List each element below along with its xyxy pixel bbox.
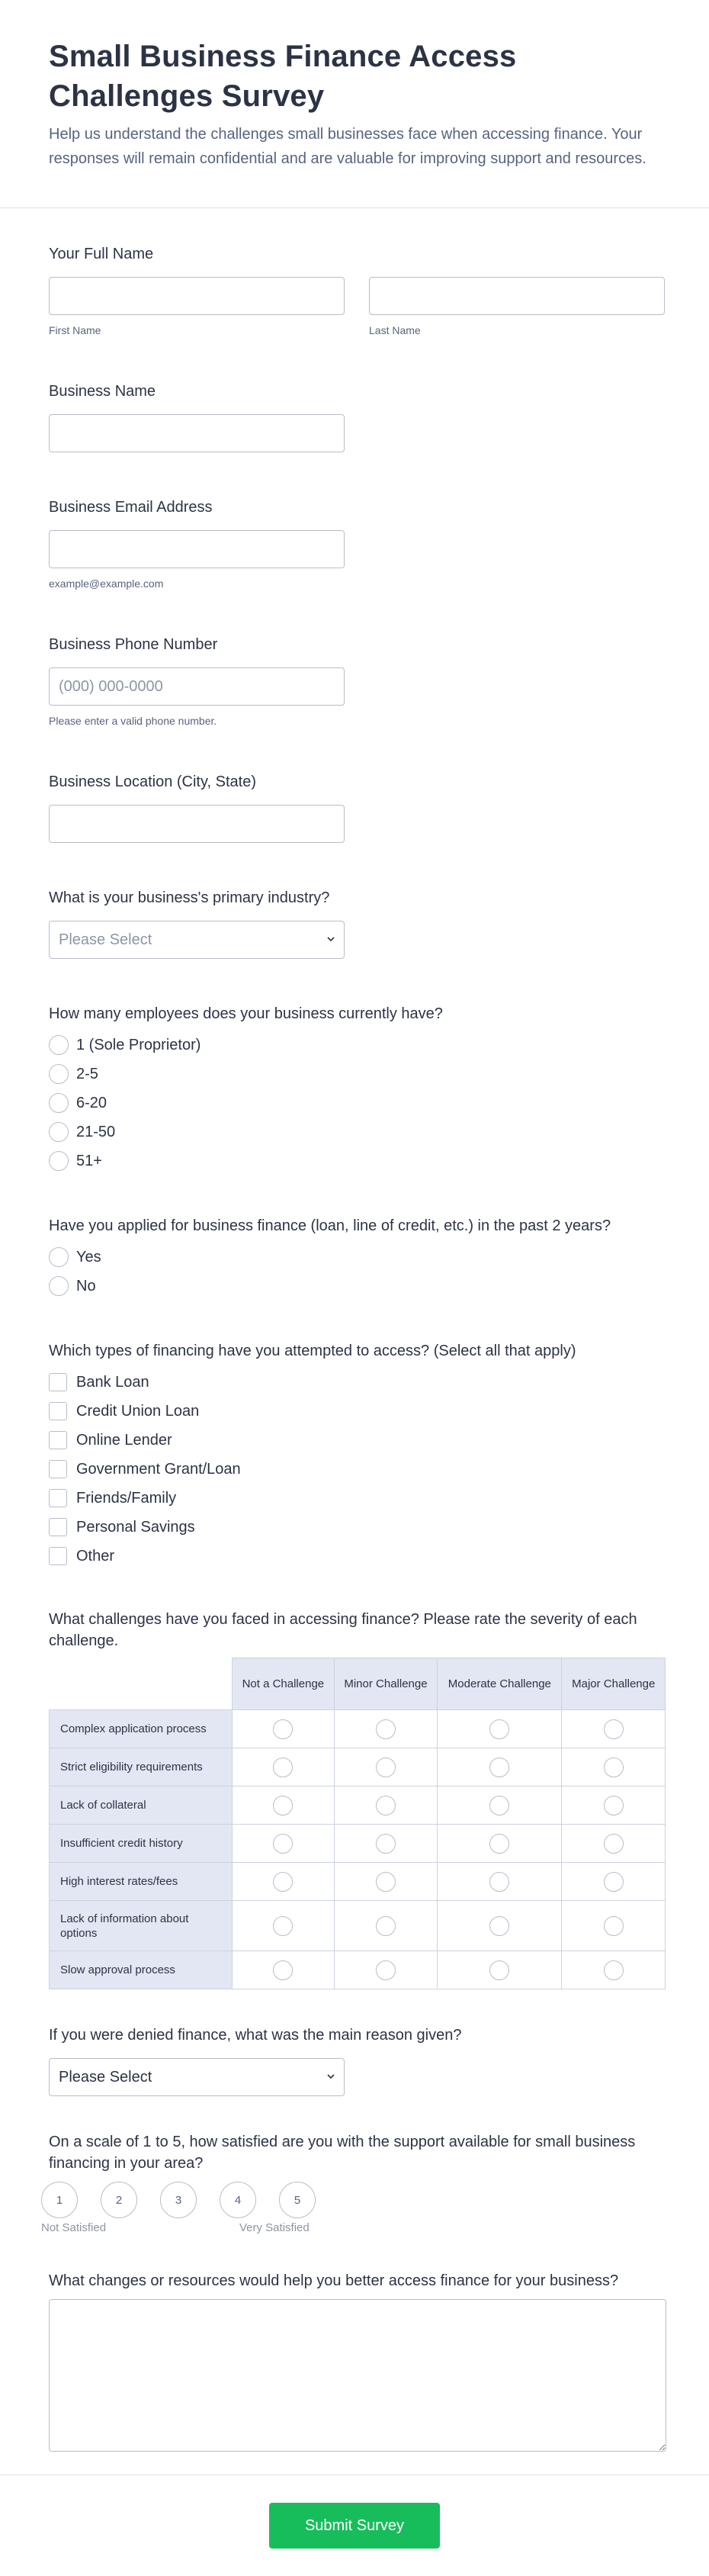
checkbox[interactable] [49, 1489, 67, 1507]
matrix-corner [50, 1658, 233, 1710]
business-email-label: Business Email Address [49, 499, 213, 516]
option-label: Yes [76, 1248, 101, 1265]
matrix-radio[interactable] [376, 1872, 396, 1892]
matrix-radio[interactable] [376, 1916, 396, 1936]
matrix-radio[interactable] [604, 1960, 624, 1980]
matrix-row [50, 1825, 666, 1863]
business-email-field [49, 497, 660, 590]
challenges-matrix [49, 1658, 666, 1989]
matrix-row-label: Complex application process [50, 1710, 233, 1748]
employees-option[interactable] [49, 1060, 660, 1089]
scale-high-label: Very Satisfied [239, 2221, 310, 2234]
matrix-row-label: Strict eligibility requirements [50, 1748, 233, 1786]
satisfaction-label: On a scale of 1 to 5, how satisfied are you with the support available for small business financing in your area? [49, 2134, 636, 2172]
radio-button[interactable] [49, 1064, 69, 1084]
option-label: Friends/Family [76, 1489, 177, 1507]
matrix-radio[interactable] [489, 1796, 509, 1815]
option-label: 1 (Sole Proprietor) [76, 1036, 201, 1053]
option-label: 6-20 [76, 1094, 107, 1111]
business-location-input[interactable] [49, 805, 345, 843]
financing-option[interactable] [49, 1455, 660, 1484]
option-label: Credit Union Loan [76, 1402, 200, 1420]
matrix-row [50, 1786, 666, 1825]
matrix-radio[interactable] [604, 1796, 624, 1815]
matrix-radio[interactable] [604, 1916, 624, 1936]
form-title: Small Business Finance Access Challenges Survey [49, 40, 517, 113]
financing-option[interactable] [49, 1484, 660, 1513]
denial-reason-field [49, 2024, 660, 2096]
full-name-label: Your Full Name [49, 246, 154, 262]
option-label: 2-5 [76, 1065, 98, 1082]
form-footer [0, 2475, 709, 2576]
last-name-sublabel: Last Name [369, 324, 421, 336]
matrix-column-header: Minor Challenge [334, 1658, 438, 1710]
matrix-row [50, 1710, 666, 1748]
option-label: 51+ [76, 1152, 102, 1169]
matrix-radio[interactable] [273, 1960, 293, 1980]
matrix-row-label: High interest rates/fees [50, 1863, 233, 1901]
business-phone-sublabel: Please enter a valid phone number. [49, 715, 217, 727]
applied-field [49, 1215, 660, 1301]
business-name-input[interactable] [49, 414, 345, 452]
checkbox[interactable] [49, 1402, 67, 1420]
industry-label: What is your business's primary industry? [49, 889, 330, 906]
industry-field [49, 887, 660, 959]
chevron-down-icon [326, 934, 336, 944]
matrix-radio[interactable] [604, 1872, 624, 1892]
option-label: Bank Loan [76, 1373, 149, 1391]
matrix-row [50, 1951, 666, 1989]
scale-option-2[interactable]: 2 [101, 2182, 137, 2218]
financing-types-label: Which types of financing have you attempted to access? (Select all that apply) [49, 1343, 576, 1359]
challenges-field [49, 1609, 660, 1989]
scale-option-3[interactable]: 3 [160, 2182, 197, 2218]
matrix-row-label: Insufficient credit history [50, 1825, 233, 1863]
scale-labels [41, 2221, 660, 2240]
changes-field [49, 2270, 660, 2452]
scale-option-1[interactable]: 1 [41, 2182, 78, 2218]
financing-types-field [49, 1340, 660, 1571]
matrix-radio[interactable] [376, 1834, 396, 1854]
matrix-radio[interactable] [604, 1758, 624, 1777]
scale-option-4[interactable]: 4 [220, 2182, 256, 2218]
financing-option[interactable] [49, 1426, 660, 1455]
matrix-row-label: Lack of collateral [50, 1786, 233, 1825]
radio-button[interactable] [49, 1247, 69, 1267]
first-name-input[interactable] [49, 277, 345, 315]
radio-button[interactable] [49, 1093, 69, 1113]
option-label: Personal Savings [76, 1518, 195, 1536]
matrix-radio[interactable] [604, 1834, 624, 1854]
matrix-row [50, 1748, 666, 1786]
matrix-radio[interactable] [273, 1758, 293, 1777]
changes-textarea[interactable] [49, 2299, 666, 2452]
applied-label: Have you applied for business finance (loan, line of credit, etc.) in the past 2 years? [49, 1217, 611, 1234]
matrix-radio[interactable] [273, 1872, 293, 1892]
matrix-row-label: Lack of information about options [50, 1901, 233, 1951]
applied-option[interactable] [49, 1272, 660, 1301]
last-name-input[interactable] [369, 277, 665, 315]
survey-form [0, 208, 709, 2452]
changes-label: What changes or resources would help you better access finance for your business? [49, 2272, 619, 2289]
matrix-radio[interactable] [376, 1758, 396, 1777]
option-label: Other [76, 1547, 115, 1565]
business-name-field [49, 381, 660, 452]
matrix-column-header: Not a Challenge [233, 1658, 335, 1710]
industry-select[interactable] [49, 921, 345, 959]
financing-option[interactable] [49, 1368, 660, 1397]
matrix-radio[interactable] [489, 1960, 509, 1980]
matrix-radio[interactable] [273, 1916, 293, 1936]
matrix-row [50, 1901, 666, 1951]
matrix-radio[interactable] [489, 1758, 509, 1777]
business-phone-label: Business Phone Number [49, 636, 218, 653]
radio-button[interactable] [49, 1276, 69, 1296]
satisfaction-scale [41, 2182, 660, 2218]
employees-label: How many employees does your business currently have? [49, 1005, 443, 1022]
radio-button[interactable] [49, 1122, 69, 1142]
business-email-sublabel: example@example.com [49, 577, 164, 590]
financing-option[interactable] [49, 1542, 660, 1571]
radio-button[interactable] [49, 1151, 69, 1171]
business-phone-field [49, 634, 660, 727]
industry-select-value: Please Select [59, 931, 152, 948]
business-phone-input[interactable] [49, 667, 345, 706]
matrix-radio[interactable] [376, 1796, 396, 1815]
option-label: No [76, 1277, 96, 1294]
applied-option[interactable] [49, 1243, 660, 1272]
financing-option[interactable] [49, 1397, 660, 1426]
matrix-radio[interactable] [273, 1834, 293, 1854]
business-location-field [49, 771, 660, 843]
matrix-column-header: Major Challenge [562, 1658, 666, 1710]
radio-button[interactable] [49, 1035, 69, 1055]
matrix-row-label: Slow approval process [50, 1951, 233, 1989]
challenges-label: What challenges have you faced in accessing finance? Please rate the severity of each challenge. [49, 1611, 637, 1649]
checkbox[interactable] [49, 1518, 67, 1536]
employees-option[interactable] [49, 1118, 660, 1146]
denial-reason-label: If you were denied finance, what was the main reason given? [49, 2027, 462, 2044]
checkbox[interactable] [49, 1431, 67, 1449]
checkbox[interactable] [49, 1373, 67, 1391]
matrix-radio[interactable] [376, 1719, 396, 1739]
scale-low-label: Not Satisfied [41, 2221, 107, 2234]
business-location-label: Business Location (City, State) [49, 773, 256, 790]
matrix-row [50, 1863, 666, 1901]
matrix-radio[interactable] [489, 1719, 509, 1739]
form-header [0, 0, 709, 208]
matrix-column-header: Moderate Challenge [438, 1658, 562, 1710]
matrix-radio[interactable] [489, 1834, 509, 1854]
business-name-label: Business Name [49, 383, 156, 400]
matrix-radio[interactable] [489, 1872, 509, 1892]
employees-option[interactable] [49, 1031, 660, 1060]
checkbox[interactable] [49, 1460, 67, 1478]
matrix-radio[interactable] [604, 1719, 624, 1739]
employees-option[interactable] [49, 1146, 660, 1175]
matrix-radio[interactable] [273, 1719, 293, 1739]
satisfaction-field [41, 2131, 660, 2240]
business-email-input[interactable] [49, 530, 345, 568]
denial-reason-select[interactable] [49, 2058, 345, 2096]
submit-button[interactable]: Submit Survey [269, 2503, 440, 2549]
matrix-radio[interactable] [273, 1796, 293, 1815]
full-name-field [49, 243, 660, 336]
employees-field [49, 1003, 660, 1175]
matrix-radio[interactable] [489, 1916, 509, 1936]
option-label: 21-50 [76, 1123, 116, 1140]
scale-option-5[interactable]: 5 [279, 2182, 316, 2218]
checkbox[interactable] [49, 1547, 67, 1565]
first-name-sublabel: First Name [49, 324, 101, 336]
matrix-radio[interactable] [376, 1960, 396, 1980]
financing-option[interactable] [49, 1513, 660, 1542]
form-description: Help us understand the challenges small businesses face when accessing finance. Your responses will remain confidential and are valuable for improving support and resources. [49, 126, 646, 167]
denial-reason-select-value: Please Select [59, 2068, 152, 2086]
employees-option[interactable] [49, 1089, 660, 1118]
option-label: Government Grant/Loan [76, 1460, 241, 1478]
chevron-down-icon [326, 2071, 336, 2082]
option-label: Online Lender [76, 1431, 172, 1449]
